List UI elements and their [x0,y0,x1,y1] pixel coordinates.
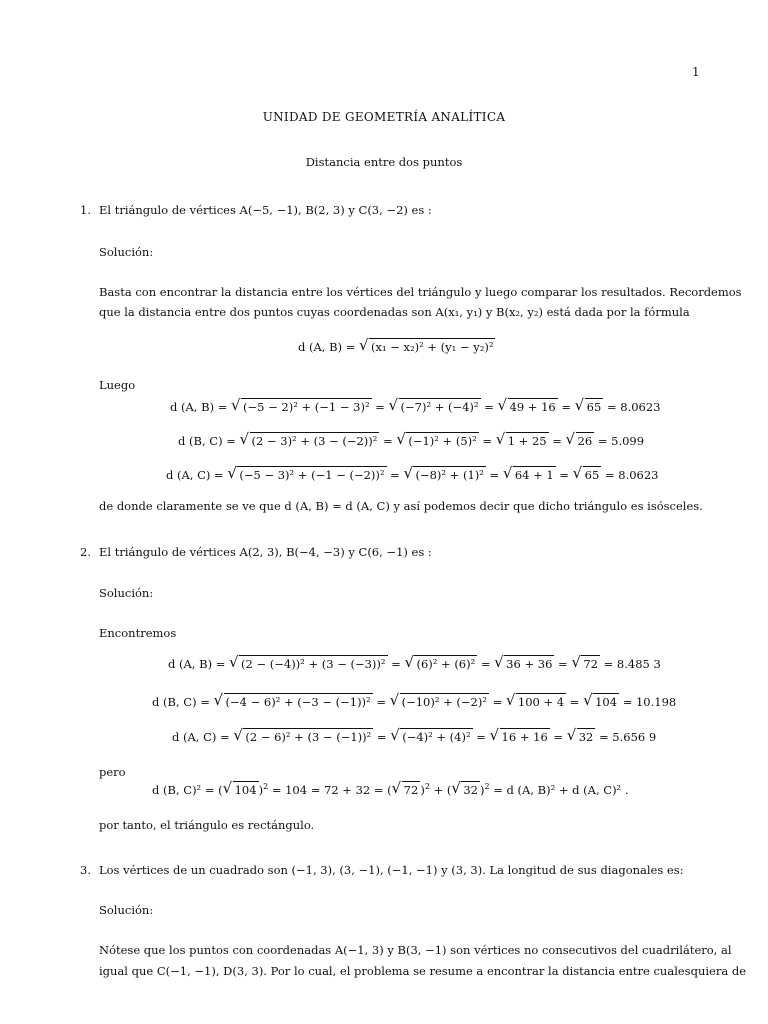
equation-ac-2: d (A, C) = √ (2 − 6)² + (3 − (−1))² = √ (−4)² + (4)² = √ 16 + 16 = √ 32 = 5.656 9 [172,728,656,744]
problem-1-intro: Basta con encontrar la distancia entre los vértices del triángulo y luego comparar los resultados. Recordemos [99,285,742,299]
problem-1-intro2: que la distancia entre dos puntos cuyas coordenadas son A(x₁, y₁) y B(x₂, y₂) está dada por la fórmula [99,305,690,319]
problem-1-statement: El triángulo de vértices A(−5, −1), B(2, 3) y C(3, −2) es : [99,203,432,217]
equation-pero: d (B, C)² = (√ 104 )$^2$ = 104 = 72 + 32 = (√ 72 )$^2$ + (√ 32 )$^2$ = d (A, B)² + d (A, C)² . [152,781,628,797]
equation-ab-1: d (A, B) = √ (−5 − 2)² + (−1 − 3)² = √ (−7)² + (−4)² = √ 49 + 16 = √ 65 = 8.0623 [170,398,661,414]
problem-1-conclusion: de donde claramente se ve que d (A, B) = d (A, C) y así podemos decir que dicho triángulo es isósceles. [99,499,703,513]
problem-2-but-label: pero [99,765,126,779]
problem-2-conclusion: por tanto, el triángulo es rectángulo. [99,818,315,832]
distance-formula [298,338,495,354]
problem-2-number: 2. [80,545,91,559]
problem-3-text-1: Nótese que los puntos con coordenadas A(−1, 3) y B(3, −1) son vértices no consecutivos del cuadrilátero, al [99,943,732,957]
equation-bc-2: d (B, C) = √ (−4 − 6)² + (−3 − (−1))² = √ (−10)² + (−2)² = √ 100 + 4 = √ 104 = 10.198 [152,693,676,709]
page-title: UNIDAD DE GEOMETRÍA ANALÍTICA [262,110,506,124]
problem-2-solution-label: Solución: [99,586,154,600]
problem-1-solution-label: Solución: [99,245,154,259]
equation-ab-2: d (A, B) = √ (2 − (−4))² + (3 − (−3))² = √ (6)² + (6)² = √ 36 + 36 = √ 72 = 8.485 3 [168,655,661,671]
equation-bc-1: d (B, C) = √ (2 − 3)² + (3 − (−2))² = √ (−1)² + (5)² = √ 1 + 25 = √ 26 = 5.099 [178,432,644,448]
problem-3-solution-label: Solución: [99,903,154,917]
problem-2-statement: El triángulo de vértices A(2, 3), B(−4, −3) y C(6, −1) es : [99,545,432,559]
problem-1-then-label: Luego [99,378,136,392]
page-number: 1 [692,65,700,79]
problem-3-text-2: igual que C(−1, −1), D(3, 3). Por lo cual, el problema se resume a encontrar la distancia entre cualesquiera de [99,964,747,978]
equation-ac-1: d (A, C) = √ (−5 − 3)² + (−1 − (−2))² = √ (−8)² + (1)² = √ 64 + 1 = √ 65 = 8.0623 [166,466,659,482]
formula-lhs: d (A, B) = [298,340,356,354]
problem-2-then-label: Encontremos [99,626,177,640]
problem-3-statement: Los vértices de un cuadrado son (−1, 3), (3, −1), (−1, −1) y (3, 3). La longitud de sus diagonales es: [99,863,684,877]
page-subtitle: Distancia entre dos puntos [305,155,463,169]
problem-1-number: 1. [80,203,91,217]
formula-radical: √ (x₁ − x₂)² + (y₁ − y₂)² [360,338,495,354]
problem-3-number: 3. [80,863,91,877]
